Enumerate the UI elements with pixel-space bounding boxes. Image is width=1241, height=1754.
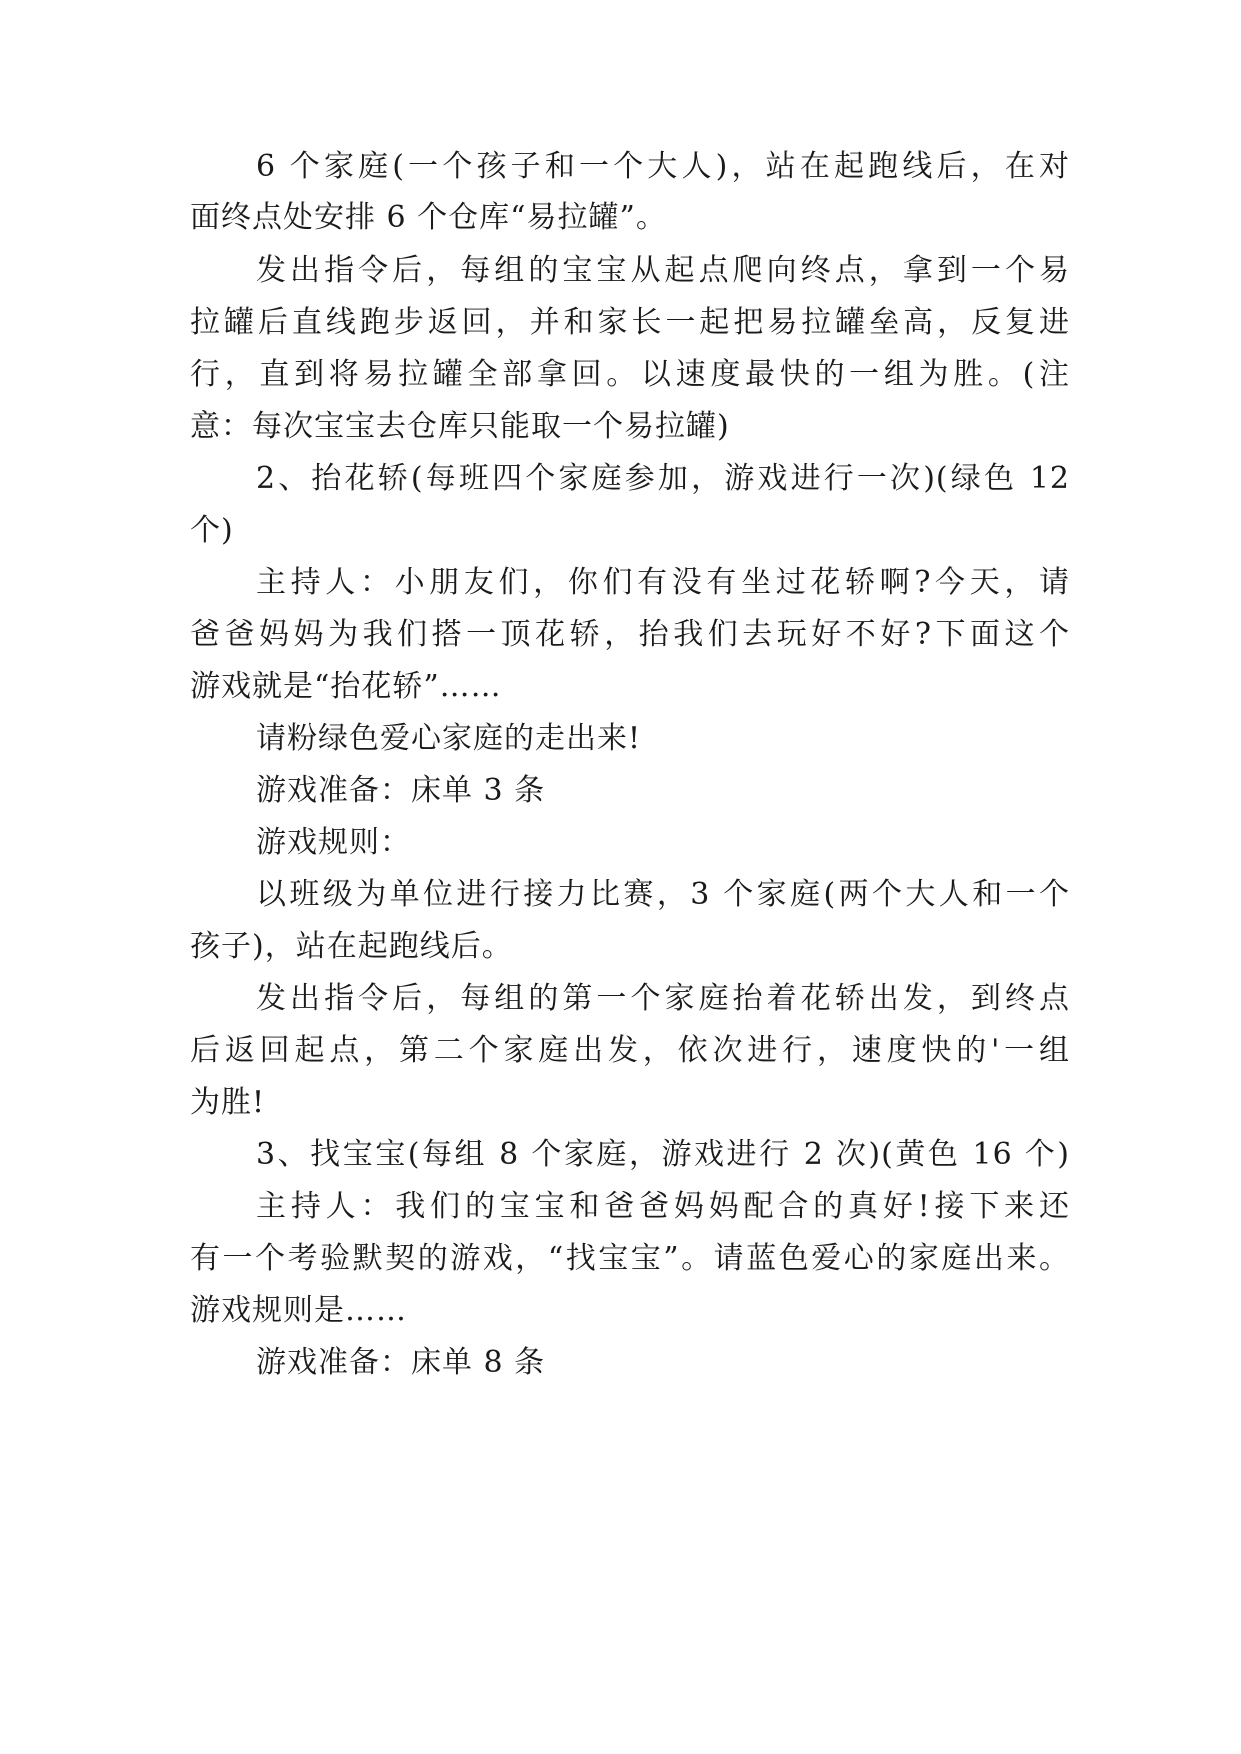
text-line: 请粉绿色爱心家庭的走出来! (256, 721, 642, 756)
text-line: 游戏规则： (256, 825, 411, 860)
text-line: 意：每次宝宝去仓库只能取一个易拉罐) (190, 409, 730, 444)
text-line: 发出指令后，每组的第一个家庭抬着花轿出发，到终点 (256, 981, 1070, 1016)
text-line: 为胜! (190, 1085, 266, 1120)
text-line: 拉罐后直线跑步返回，并和家长一起把易拉罐垒高，反复进 (190, 305, 1070, 340)
text-line: 孩子)，站在起跑线后。 (190, 929, 513, 964)
text-line: 6 个家庭(一个孩子和一个大人)，站在起跑线后，在对 (256, 149, 1070, 184)
text-line: 后返回起点，第二个家庭出发，依次进行，速度快的'一组 (190, 1033, 1070, 1068)
text-line: 行，直到将易拉罐全部拿回。以速度最快的一组为胜。(注 (190, 357, 1070, 392)
text-line: 3、找宝宝(每组 8 个家庭，游戏进行 2 次)(黄色 16 个) (256, 1137, 1070, 1172)
text-line: 有一个考验默契的游戏，“找宝宝”。请蓝色爱心的家庭出来。 (190, 1241, 1070, 1276)
text-line: 主持人：我们的宝宝和爸爸妈妈配合的真好!接下来还 (256, 1189, 1070, 1224)
text-line: 2、抬花轿(每班四个家庭参加，游戏进行一次)(绿色 12 (256, 461, 1070, 496)
text-line: 面终点处安排 6 个仓库“易拉罐”。 (190, 200, 667, 235)
text-line: 游戏准备：床单 8 条 (256, 1345, 546, 1380)
text-line: 以班级为单位进行接力比赛，3 个家庭(两个大人和一个 (256, 877, 1070, 912)
text-line: 游戏准备：床单 3 条 (256, 773, 546, 808)
text-line: 爸爸妈妈为我们搭一顶花轿，抬我们去玩好不好?下面这个 (190, 617, 1070, 652)
text-line: 游戏就是“抬花轿”…… (190, 669, 502, 704)
text-line: 发出指令后，每组的宝宝从起点爬向终点，拿到一个易 (256, 253, 1070, 288)
text-line: 游戏规则是…… (190, 1293, 407, 1328)
text-line: 主持人：小朋友们，你们有没有坐过花轿啊?今天，请 (256, 565, 1070, 600)
text-line: 个) (190, 513, 234, 548)
